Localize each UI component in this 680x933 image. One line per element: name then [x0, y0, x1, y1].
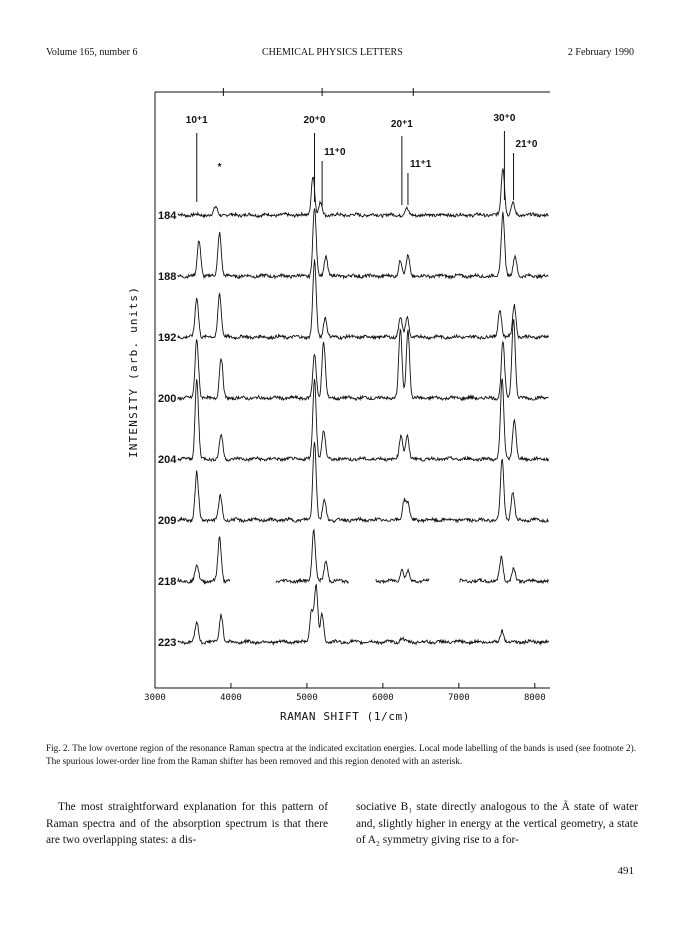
trace-label: 209 — [158, 515, 177, 527]
band-label: 20⁺1 — [390, 119, 413, 130]
band-label: 20⁺0 — [303, 115, 326, 126]
band-label: 21⁺0 — [515, 139, 538, 150]
trace-label: 184 — [158, 210, 177, 222]
spectra-traces — [158, 169, 549, 650]
x-tick-label: 3000 — [144, 693, 166, 703]
plot-border — [155, 92, 550, 688]
body-column-left — [46, 799, 328, 849]
x-tick-label: 5000 — [296, 693, 318, 703]
band-label: 11⁺0 — [324, 147, 346, 158]
figure-caption: Fig. 2. The low overtone region of the resonance Raman spectra at the indicated excitation energies. Local mode labelling of the bands is used (see footnote 2). The spurious lower-order line from the Raman shifter has been removed and this region denoted with an asterisk. — [46, 743, 636, 766]
spectrum-trace — [178, 379, 549, 462]
band-label: 30⁺0 — [493, 113, 516, 124]
body-paragraph: sociative B₁ state directly analogous to the Ã state of water and, slightly higher in energy at the vertical geometry, a state of A₂ symmetry giving rise to a for- — [356, 801, 638, 846]
trace-label: 223 — [158, 637, 177, 649]
trace-label: 188 — [158, 271, 177, 283]
trace-label: 200 — [158, 393, 177, 405]
x-tick-label: 7000 — [448, 693, 470, 703]
x-axis-ticks — [144, 683, 545, 703]
x-tick-label: 6000 — [372, 693, 394, 703]
trace-label: 192 — [158, 332, 177, 344]
band-label: * — [217, 162, 222, 173]
trace-label: 218 — [158, 576, 177, 588]
body-column-right — [356, 799, 638, 849]
plot-frame — [155, 88, 550, 688]
band-label: 10⁺1 — [185, 115, 208, 126]
band-markers — [186, 113, 538, 206]
body-paragraph: The most straightforward explanation for this pattern of Raman spectra and of the absorption spectrum is that there are two overlapping states: a dis- — [46, 801, 328, 846]
spectrum-trace — [178, 209, 549, 279]
x-tick-label: 4000 — [220, 693, 242, 703]
spectrum-trace — [178, 530, 549, 583]
spectrum-trace — [178, 169, 549, 218]
header-volume: Volume 165, number 6 — [46, 47, 138, 58]
y-axis-label: INTENSITY (arb. units) — [127, 285, 140, 459]
band-label: 11⁺1 — [409, 159, 432, 170]
spectrum-trace — [178, 442, 549, 522]
page-number: 491 — [617, 865, 634, 877]
x-axis-label: RAMAN SHIFT (1/cm) — [279, 710, 411, 723]
spectrum-trace — [178, 585, 549, 645]
x-tick-label: 8000 — [523, 693, 546, 703]
spectrum-trace — [178, 259, 549, 339]
trace-label: 204 — [158, 454, 177, 466]
header-date: 2 February 1990 — [567, 47, 634, 58]
header-journal: CHEMICAL PHYSICS LETTERS — [262, 47, 403, 58]
spectrum-trace — [178, 320, 549, 401]
